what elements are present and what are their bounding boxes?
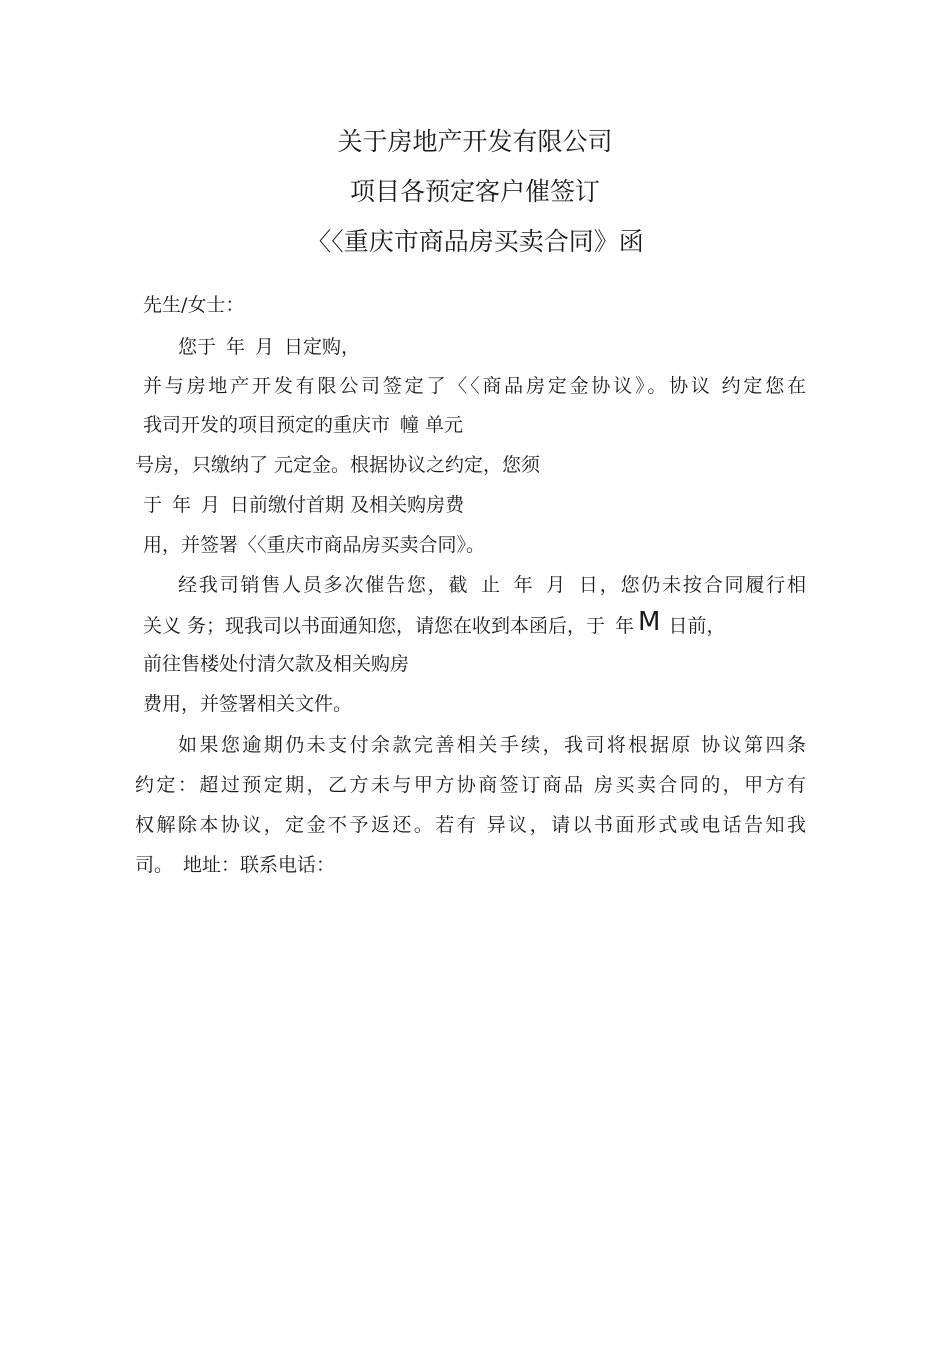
para1-line-1: 您于 年 月 日定购， bbox=[178, 336, 361, 358]
title-line-3: 〈〈重庆市商品房买卖合同》函 bbox=[306, 227, 644, 256]
para2-line-3: 前往售楼处付清欠款及相关购房 bbox=[143, 653, 410, 675]
para1-line-5: 于 年 月 日前缴付首期 及相关购房费 bbox=[143, 494, 465, 516]
para2-line-1: 经我司销售人员多次催告您，截 止 年 月 日，您仍未按合同履行相 bbox=[178, 574, 806, 596]
para3-line-4: 司。 地址：联系电话： bbox=[135, 854, 336, 876]
title-line-2: 项目各预定客户催签订 bbox=[349, 177, 600, 206]
para1-line-6: 用，并签署〈〈重庆市商品房买卖合同》。 bbox=[143, 534, 486, 556]
para1-line-2: 并与房地产开发有限公司签定了〈〈商品房定金协议》。协议 约定您在 bbox=[143, 375, 806, 397]
para3-line-1: 如果您逾期仍未支付余款完善相关手续，我司将根据原 协议第四条 bbox=[178, 734, 806, 756]
para1-line-3: 我司开发的项目预定的重庆市 幢 单元 bbox=[143, 414, 464, 436]
title-line-1: 关于房地产开发有限公司 bbox=[337, 127, 613, 156]
para3-line-2: 约定：超过预定期，乙方未与甲方协商签订商品 房买卖合同的，甲方有 bbox=[135, 774, 806, 796]
para3-line-3: 权解除本协议，定金不予返还。若有 异议，请以书面形式或电话告知我 bbox=[135, 814, 806, 836]
para1-line-4: 号房，只缴纳了 元定金。根据协议之约定，您须 bbox=[135, 454, 541, 476]
handwritten-m-mark: M bbox=[638, 607, 661, 637]
salutation: 先生/女士： bbox=[143, 294, 245, 316]
para2-line-4: 费用，并签署相关文件。 bbox=[143, 693, 353, 715]
para2-line-2: 关义 务；现我司以书面通知您，请您在收到本函后，于 年 M 日前， bbox=[143, 607, 726, 637]
contact-info: 地址：联系电话： bbox=[183, 854, 336, 876]
